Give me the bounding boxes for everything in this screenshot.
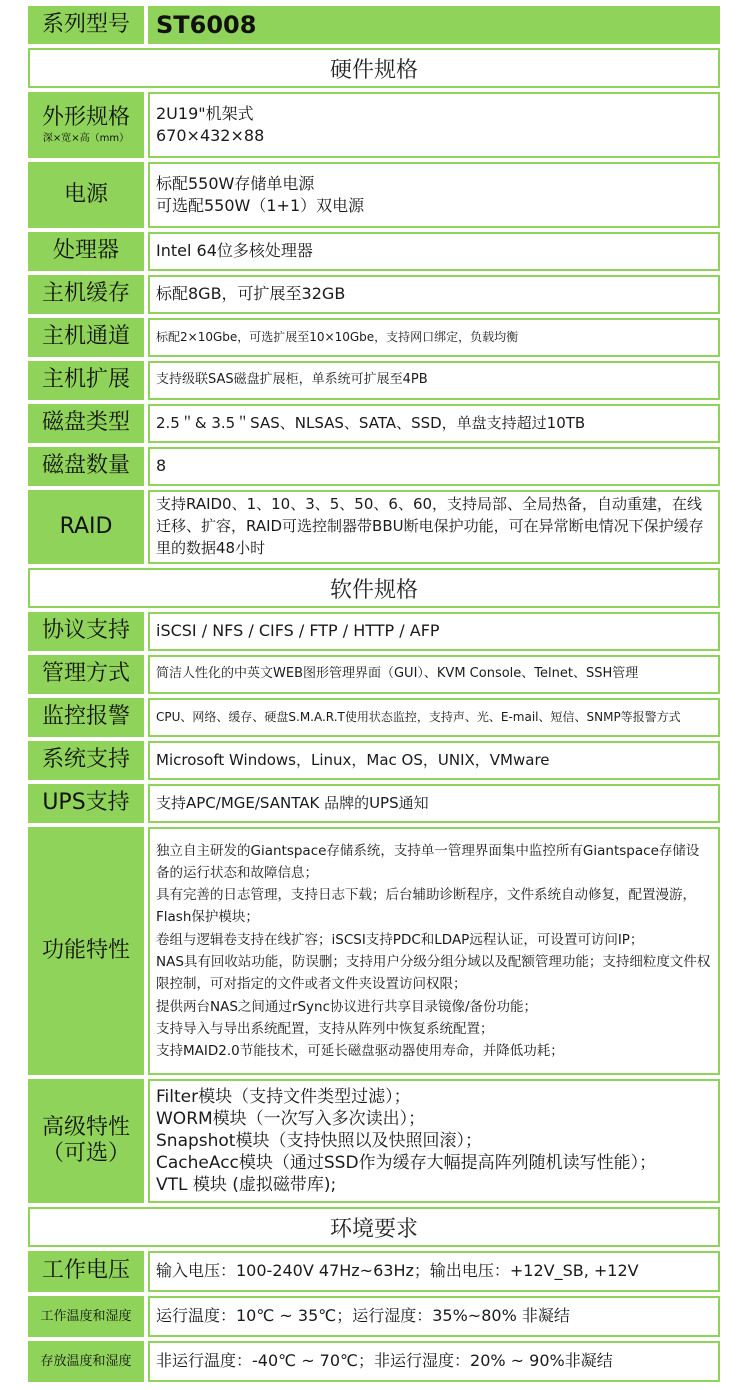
expansion-value: 支持级联SAS磁盘扩展柜，单系统可扩展至4PB [148, 361, 720, 400]
row-features [28, 827, 720, 1075]
row-operating-temp [28, 1296, 720, 1337]
row-os-support [28, 741, 720, 780]
cpu-value: Intel 64位多核处理器 [148, 232, 720, 271]
model-label: 系列型号 [28, 6, 144, 44]
advanced-line-1: Filter模块（支持文件类型过滤）； [156, 1086, 411, 1107]
os-support-label: 系统支持 [28, 741, 144, 780]
features-line-3: 卷组与逻辑卷支持在线扩容；iSCSI支持PDC和LDAP远程认证，可设置可访问IP； [156, 931, 644, 948]
form-factor-line-2: 670×432×88 [156, 126, 265, 145]
ups-value: 支持APC/MGE/SANTAK 品牌的UPS通知 [148, 784, 720, 823]
features-line-7: 支持MAID2.0节能技术，可延长磁盘驱动器使用寿命，并降低功耗； [156, 1043, 564, 1060]
disk-type-value: 2.5＂& 3.5＂SAS、NLSAS、SATA、SSD，单盘支持超过10TB [148, 404, 720, 443]
row-raid [28, 490, 720, 564]
row-power [28, 162, 720, 228]
row-disk-count [28, 447, 720, 486]
channel-label: 主机通道 [28, 318, 144, 357]
form-factor-line-1: 2U19"机架式 [156, 103, 254, 123]
row-expansion [28, 361, 720, 400]
disk-count-label: 磁盘数量 [28, 447, 144, 486]
disk-type-label: 磁盘类型 [28, 404, 144, 443]
form-factor-value [148, 92, 720, 158]
management-value: 简洁人性化的中英文WEB图形管理界面（GUI）、KVM Console、Telnet、SSH管理 [148, 655, 720, 694]
section-environment: 环境要求 [28, 1207, 720, 1247]
advanced-label [28, 1079, 144, 1203]
row-form-factor [28, 92, 720, 158]
protocol-value: iSCSI / NFS / CIFS / FTP / HTTP / AFP [148, 612, 720, 651]
operating-temp-value: 运行温度：10℃ ~ 35℃；运行湿度：35%~80% 非凝结 [148, 1296, 720, 1337]
features-line-6: 支持导入与导出系统配置，支持从阵列中恢复系统配置； [156, 1020, 494, 1037]
monitoring-label: 监控报警 [28, 698, 144, 737]
section-software: 软件规格 [28, 568, 720, 608]
features-line-2: 具有完善的日志管理，支持日志下载；后台辅助诊断程序，文件系统自动修复，配置漫游，Flash保护模块； [156, 887, 696, 926]
form-factor-label [28, 92, 144, 158]
row-channel [28, 318, 720, 357]
features-line-1: 独立自主研发的Giantspace存储系统，支持单一管理界面集中监控所有Giantspace存储设备的运行状态和故障信息； [156, 842, 700, 881]
raid-value: 支持RAID0、1、10、3、5、50、6、60，支持局部、全局热备，自动重建，在线迁移、扩容，RAID可选控制器带BBU断电保护功能，可在异常断电情况下保护缓存里的数据48小时 [148, 490, 720, 564]
form-factor-unit: 深×宽×高（mm） [42, 133, 130, 145]
voltage-label: 工作电压 [28, 1251, 144, 1292]
advanced-label-line-1: 高级特性 [41, 1114, 130, 1140]
advanced-line-4: CacheAcc模块（通过SSD作为缓存大幅提高阵列随机读写性能）； [156, 1153, 657, 1174]
expansion-label: 主机扩展 [28, 361, 144, 400]
advanced-line-2: WORM模块（一次写入多次读出）； [156, 1108, 426, 1129]
power-label: 电源 [28, 162, 144, 228]
advanced-line-5: VTL 模块 (虚拟磁带库); [156, 1175, 337, 1196]
cache-value: 标配8GB，可扩展至32GB [148, 275, 720, 314]
row-disk-type [28, 404, 720, 443]
power-line-2: 可选配550W（1+1）双电源 [156, 196, 365, 215]
protocol-label: 协议支持 [28, 612, 144, 651]
operating-temp-label: 工作温度和湿度 [28, 1296, 144, 1337]
management-label: 管理方式 [28, 655, 144, 694]
row-cache [28, 275, 720, 314]
power-value [148, 162, 720, 228]
model-header [28, 6, 720, 44]
advanced-label-line-2: （可选） [41, 1141, 130, 1166]
cpu-label: 处理器 [28, 232, 144, 271]
row-voltage [28, 1251, 720, 1292]
advanced-line-3: Snapshot模块（支持快照以及快照回滚）； [156, 1130, 482, 1151]
model-value: ST6008 [148, 6, 720, 44]
row-protocol [28, 612, 720, 651]
advanced-value [148, 1079, 720, 1203]
row-storage-temp [28, 1341, 720, 1382]
cache-label: 主机缓存 [28, 275, 144, 314]
storage-temp-value: 非运行温度：-40℃ ~ 70℃；非运行湿度：20% ~ 90%非凝结 [148, 1341, 720, 1382]
ups-label: UPS支持 [28, 784, 144, 823]
os-support-value: Microsoft Windows，Linux，Mac OS，UNIX，VMware [148, 741, 720, 780]
row-management [28, 655, 720, 694]
monitoring-value: CPU、网络、缓存、硬盘S.M.A.R.T使用状态监控，支持声、光、E-mail、短信、SNMP等报警方式 [148, 698, 720, 737]
voltage-value: 输入电压：100-240V 47Hz~63Hz；输出电压：+12V_SB, +12V [148, 1251, 720, 1292]
features-line-5: 提供两台NAS之间通过rSync协议进行共享目录镜像/备份功能； [156, 998, 538, 1015]
channel-value: 标配2×10Gbe，可选扩展至10×10Gbe，支持网口绑定，负载均衡 [148, 318, 720, 357]
section-hardware: 硬件规格 [28, 48, 720, 88]
row-ups [28, 784, 720, 823]
features-label: 功能特性 [28, 827, 144, 1075]
disk-count-value: 8 [148, 447, 720, 486]
form-factor-title: 外形规格 [41, 104, 130, 130]
features-line-4: NAS具有回收站功能，防误删；支持用户分级分组分域以及配额管理功能；支持细粒度文件权限控制，可对指定的文件或者文件夹设置访问权限； [156, 954, 711, 993]
row-monitoring [28, 698, 720, 737]
power-line-1: 标配550W存储单电源 [156, 173, 315, 193]
storage-temp-label: 存放温度和湿度 [28, 1341, 144, 1382]
features-value [148, 827, 720, 1075]
row-advanced [28, 1079, 720, 1203]
raid-label: RAID [28, 490, 144, 564]
row-cpu [28, 232, 720, 271]
